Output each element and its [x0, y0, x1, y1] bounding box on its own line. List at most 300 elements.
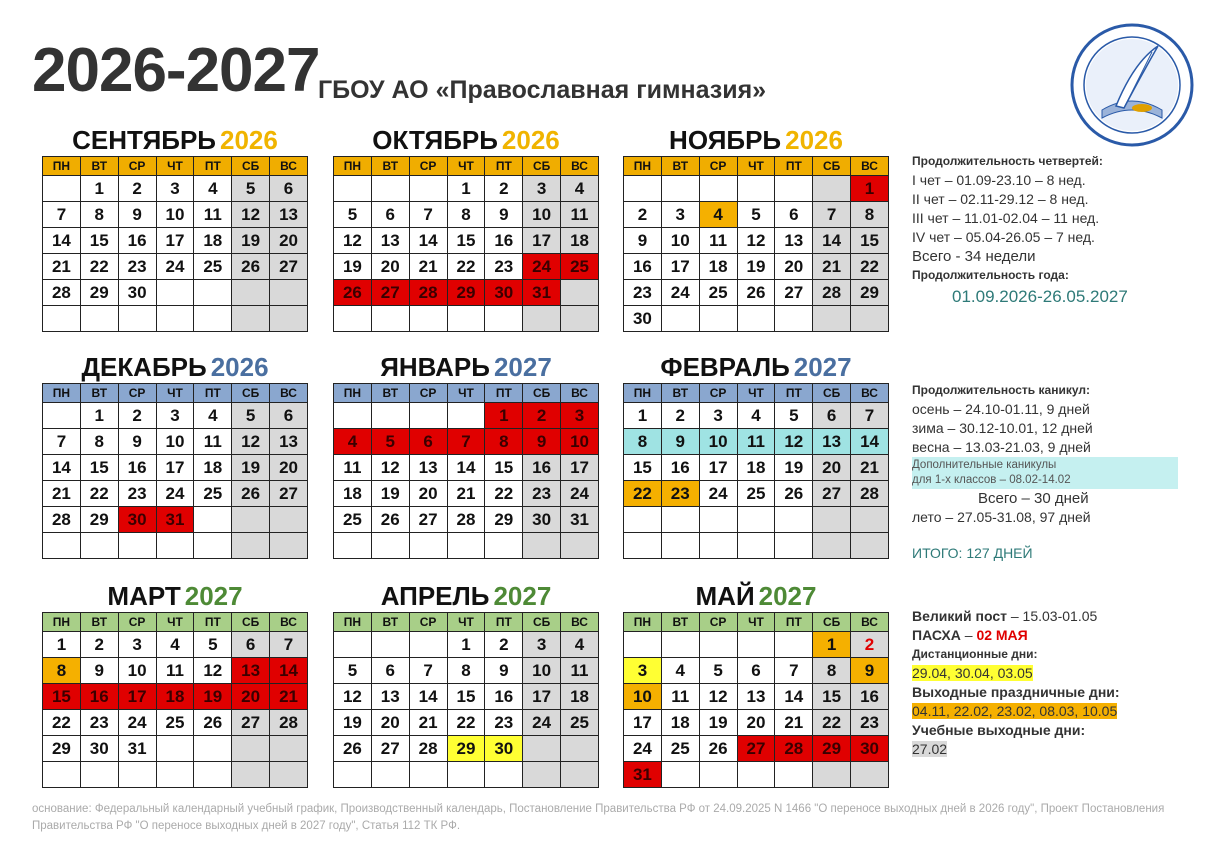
month-title [623, 351, 889, 383]
weekday-header: ПН [43, 613, 81, 632]
notes-block [912, 607, 1120, 759]
day-cell: 16 [624, 254, 662, 280]
weekday-header: СР [118, 613, 156, 632]
empty-cell [334, 533, 372, 559]
empty-cell [851, 306, 889, 332]
day-cell: 3 [156, 176, 194, 202]
empty-cell [851, 507, 889, 533]
day-cell: 17 [156, 455, 194, 481]
empty-cell [775, 507, 813, 533]
day-cell: 24 [156, 254, 194, 280]
day-cell: 11 [334, 455, 372, 481]
day-cell: 9 [118, 429, 156, 455]
day-cell: 1 [80, 176, 118, 202]
empty-cell [775, 632, 813, 658]
empty-cell [661, 176, 699, 202]
weekday-header: ЧТ [737, 384, 775, 403]
empty-cell [270, 507, 308, 533]
day-cell: 11 [194, 429, 232, 455]
month-calendar [333, 124, 599, 332]
day-cell: 22 [485, 481, 523, 507]
day-cell: 2 [118, 403, 156, 429]
day-cell: 24 [661, 280, 699, 306]
weekday-header: ПН [334, 157, 372, 176]
weekday-header: СБ [813, 613, 851, 632]
empty-cell [775, 533, 813, 559]
day-cell: 3 [523, 176, 561, 202]
empty-cell [371, 632, 409, 658]
empty-cell [270, 736, 308, 762]
day-cell: 19 [737, 254, 775, 280]
month-year: 2027 [184, 581, 243, 611]
empty-cell [813, 533, 851, 559]
weekday-header: СБ [523, 384, 561, 403]
day-cell: 8 [624, 429, 662, 455]
day-cell: 15 [447, 228, 485, 254]
day-cell: 5 [232, 403, 270, 429]
day-cell: 19 [232, 455, 270, 481]
day-cell: 12 [232, 202, 270, 228]
month-title [623, 124, 889, 156]
day-cell: 22 [80, 481, 118, 507]
weekday-header: ЧТ [156, 157, 194, 176]
day-cell: 24 [624, 736, 662, 762]
day-cell: 6 [232, 632, 270, 658]
month-calendar [42, 124, 308, 332]
day-cell: 22 [813, 710, 851, 736]
month-year: 2027 [758, 581, 817, 611]
weekday-header: СР [699, 613, 737, 632]
day-cell: 23 [118, 254, 156, 280]
weekday-header: ПТ [485, 384, 523, 403]
day-cell: 7 [409, 658, 447, 684]
weekday-header: ПТ [194, 157, 232, 176]
day-cell: 18 [156, 684, 194, 710]
day-cell: 12 [737, 228, 775, 254]
weekday-header: ПН [43, 384, 81, 403]
empty-cell [737, 533, 775, 559]
weekday-header: ВС [270, 613, 308, 632]
day-cell: 9 [624, 228, 662, 254]
day-cell: 19 [232, 228, 270, 254]
empty-cell [409, 403, 447, 429]
day-cell: 10 [561, 429, 599, 455]
day-cell: 22 [624, 481, 662, 507]
month-title [42, 124, 308, 156]
empty-cell [409, 306, 447, 332]
weekday-header: ВТ [661, 384, 699, 403]
day-cell: 14 [851, 429, 889, 455]
day-cell: 24 [523, 254, 561, 280]
day-cell: 11 [661, 684, 699, 710]
day-cell: 16 [661, 455, 699, 481]
empty-cell [409, 762, 447, 788]
day-cell: 18 [561, 684, 599, 710]
empty-cell [699, 762, 737, 788]
weekday-header: ВС [270, 157, 308, 176]
month-year: 2027 [793, 352, 852, 382]
day-cell: 12 [232, 429, 270, 455]
month-name: СЕНТЯБРЬ [72, 125, 216, 155]
day-cell: 9 [485, 658, 523, 684]
study-days: 27.02 [912, 741, 948, 757]
day-cell: 27 [232, 710, 270, 736]
day-cell: 23 [485, 254, 523, 280]
day-cell: 12 [699, 684, 737, 710]
study-heading: Учебные выходные дни: [912, 722, 1086, 738]
day-cell: 23 [851, 710, 889, 736]
empty-cell [194, 507, 232, 533]
day-cell: 14 [775, 684, 813, 710]
weekday-header: ЧТ [737, 613, 775, 632]
day-cell: 24 [561, 481, 599, 507]
calendar-grid [623, 383, 889, 559]
weekday-header: СБ [813, 384, 851, 403]
empty-cell [813, 507, 851, 533]
weekday-header: СБ [813, 157, 851, 176]
day-cell: 9 [523, 429, 561, 455]
day-cell: 18 [661, 710, 699, 736]
lent-value: – 15.03-01.05 [1006, 608, 1098, 624]
day-cell: 5 [334, 202, 372, 228]
day-cell: 7 [775, 658, 813, 684]
day-cell: 15 [80, 455, 118, 481]
empty-cell [371, 403, 409, 429]
empty-cell [232, 507, 270, 533]
day-cell: 2 [851, 632, 889, 658]
day-cell: 25 [737, 481, 775, 507]
weekday-header: ПН [624, 384, 662, 403]
day-cell: 1 [447, 632, 485, 658]
day-cell: 28 [409, 736, 447, 762]
day-cell: 16 [485, 684, 523, 710]
weekday-header: СР [699, 157, 737, 176]
day-cell: 4 [156, 632, 194, 658]
day-cell: 25 [156, 710, 194, 736]
day-cell: 3 [561, 403, 599, 429]
day-cell: 27 [270, 481, 308, 507]
remote-heading: Дистанционные дни: [912, 647, 1038, 661]
day-cell: 30 [118, 507, 156, 533]
day-cell: 25 [699, 280, 737, 306]
empty-cell [371, 533, 409, 559]
day-cell: 28 [813, 280, 851, 306]
day-cell: 1 [80, 403, 118, 429]
day-cell: 18 [699, 254, 737, 280]
empty-cell [561, 736, 599, 762]
easter-date: 02 МАЯ [976, 627, 1028, 643]
day-cell: 17 [156, 228, 194, 254]
empty-cell [270, 762, 308, 788]
day-cell: 15 [447, 684, 485, 710]
day-cell: 4 [661, 658, 699, 684]
empty-cell [813, 306, 851, 332]
day-cell: 14 [409, 684, 447, 710]
page-title: 2026-2027 [32, 36, 320, 105]
extra-holidays [912, 457, 1178, 489]
month-calendar [42, 351, 308, 559]
day-cell: 7 [43, 202, 81, 228]
weekend-heading: Выходные праздничные дни: [912, 684, 1120, 700]
day-cell: 26 [334, 280, 372, 306]
day-cell: 9 [80, 658, 118, 684]
weekday-header: СР [118, 384, 156, 403]
day-cell: 7 [813, 202, 851, 228]
day-cell: 24 [118, 710, 156, 736]
day-cell: 21 [409, 254, 447, 280]
day-cell: 11 [561, 658, 599, 684]
empty-cell [699, 533, 737, 559]
day-cell: 5 [775, 403, 813, 429]
empty-cell [43, 403, 81, 429]
empty-cell [447, 403, 485, 429]
day-cell: 6 [270, 176, 308, 202]
day-cell: 21 [851, 455, 889, 481]
day-cell: 28 [43, 507, 81, 533]
day-cell: 1 [851, 176, 889, 202]
day-cell: 29 [447, 736, 485, 762]
empty-cell [447, 533, 485, 559]
day-cell: 28 [775, 736, 813, 762]
day-cell: 10 [523, 202, 561, 228]
day-cell: 16 [118, 228, 156, 254]
weekday-header: ЧТ [447, 384, 485, 403]
empty-cell [371, 306, 409, 332]
month-year: 2026 [785, 125, 843, 155]
empty-cell [80, 533, 118, 559]
empty-cell [485, 762, 523, 788]
day-cell: 31 [118, 736, 156, 762]
month-name: АПРЕЛЬ [380, 581, 490, 611]
empty-cell [334, 403, 372, 429]
weekday-header: ВТ [371, 157, 409, 176]
day-cell: 28 [447, 507, 485, 533]
day-cell: 22 [80, 254, 118, 280]
day-cell: 14 [43, 228, 81, 254]
day-cell: 20 [371, 254, 409, 280]
quarters-total: Всего - 34 недели [912, 248, 1036, 265]
day-cell: 29 [851, 280, 889, 306]
day-cell: 14 [813, 228, 851, 254]
day-cell: 23 [661, 481, 699, 507]
month-name: ДЕКАБРЬ [81, 352, 207, 382]
weekday-header: СР [409, 384, 447, 403]
day-cell: 5 [371, 429, 409, 455]
day-cell: 26 [737, 280, 775, 306]
empty-cell [334, 762, 372, 788]
month-calendar [42, 580, 308, 788]
day-cell: 1 [43, 632, 81, 658]
empty-cell [523, 736, 561, 762]
day-cell: 3 [624, 658, 662, 684]
month-calendar [333, 351, 599, 559]
weekday-header: ВС [561, 613, 599, 632]
calendar-grid [623, 612, 889, 788]
empty-cell [371, 176, 409, 202]
empty-cell [194, 736, 232, 762]
day-cell: 18 [737, 455, 775, 481]
weekday-header: ПТ [775, 157, 813, 176]
day-cell: 25 [334, 507, 372, 533]
day-cell: 14 [43, 455, 81, 481]
holidays-heading: Продолжительность каникул: [912, 383, 1090, 397]
empty-cell [80, 762, 118, 788]
empty-cell [447, 306, 485, 332]
day-cell: 12 [775, 429, 813, 455]
calendar-grid [623, 156, 889, 332]
day-cell: 13 [371, 684, 409, 710]
month-title [333, 124, 599, 156]
empty-cell [661, 507, 699, 533]
weekday-header: ВС [561, 384, 599, 403]
easter-line [912, 626, 1120, 645]
weekday-header: ЧТ [737, 157, 775, 176]
easter-label: ПАСХА [912, 627, 961, 643]
empty-cell [447, 762, 485, 788]
day-cell: 9 [661, 429, 699, 455]
day-cell: 28 [270, 710, 308, 736]
weekday-header: ПН [334, 613, 372, 632]
day-cell: 2 [523, 403, 561, 429]
day-cell: 13 [270, 202, 308, 228]
empty-cell [80, 306, 118, 332]
day-cell: 30 [624, 306, 662, 332]
day-cell: 29 [80, 507, 118, 533]
day-cell: 30 [485, 736, 523, 762]
day-cell: 29 [485, 507, 523, 533]
day-cell: 8 [43, 658, 81, 684]
day-cell: 21 [43, 254, 81, 280]
day-cell: 27 [270, 254, 308, 280]
day-cell: 4 [699, 202, 737, 228]
day-cell: 24 [523, 710, 561, 736]
day-cell: 26 [371, 507, 409, 533]
day-cell: 13 [775, 228, 813, 254]
day-cell: 26 [699, 736, 737, 762]
empty-cell [661, 533, 699, 559]
day-cell: 6 [371, 202, 409, 228]
day-cell: 20 [232, 684, 270, 710]
day-cell: 11 [194, 202, 232, 228]
day-cell: 27 [813, 481, 851, 507]
empty-cell [270, 306, 308, 332]
day-cell: 31 [561, 507, 599, 533]
day-cell: 2 [80, 632, 118, 658]
empty-cell [118, 762, 156, 788]
empty-cell [156, 280, 194, 306]
weekday-header: ВС [851, 613, 889, 632]
day-cell: 13 [813, 429, 851, 455]
month-title [42, 580, 308, 612]
weekday-header: ВТ [371, 384, 409, 403]
empty-cell [523, 762, 561, 788]
day-cell: 27 [775, 280, 813, 306]
weekday-header: ЧТ [156, 384, 194, 403]
empty-cell [43, 533, 81, 559]
day-cell: 19 [334, 710, 372, 736]
empty-cell [661, 632, 699, 658]
empty-cell [813, 762, 851, 788]
day-cell: 26 [232, 481, 270, 507]
empty-cell [232, 306, 270, 332]
month-year: 2026 [501, 125, 560, 155]
lent-line [912, 607, 1120, 626]
day-cell: 23 [523, 481, 561, 507]
day-cell: 5 [334, 658, 372, 684]
day-cell: 11 [156, 658, 194, 684]
day-cell: 1 [624, 403, 662, 429]
empty-cell [561, 306, 599, 332]
empty-cell [43, 176, 81, 202]
day-cell: 21 [43, 481, 81, 507]
day-cell: 31 [523, 280, 561, 306]
empty-cell [699, 632, 737, 658]
day-cell: 13 [409, 455, 447, 481]
weekday-header: СБ [523, 157, 561, 176]
day-cell: 7 [409, 202, 447, 228]
empty-cell [270, 533, 308, 559]
day-cell: 23 [80, 710, 118, 736]
year-duration: 01.09.2026-26.05.2027 [952, 287, 1128, 306]
day-cell: 11 [699, 228, 737, 254]
day-cell: 19 [334, 254, 372, 280]
empty-cell [43, 306, 81, 332]
day-cell: 26 [334, 736, 372, 762]
day-cell: 2 [485, 176, 523, 202]
day-cell: 17 [561, 455, 599, 481]
day-cell: 16 [80, 684, 118, 710]
day-cell: 2 [485, 632, 523, 658]
day-cell: 29 [813, 736, 851, 762]
day-cell: 3 [523, 632, 561, 658]
day-cell: 4 [561, 632, 599, 658]
empty-cell [194, 533, 232, 559]
weekday-header: СБ [232, 157, 270, 176]
holiday-line: зима – 30.12-10.01, 12 дней [912, 420, 1093, 436]
empty-cell [561, 280, 599, 306]
month-name: ЯНВАРЬ [380, 352, 490, 382]
empty-cell [851, 762, 889, 788]
month-year: 2026 [210, 352, 269, 382]
quarter-line: I чет – 01.09-23.10 – 8 нед. [912, 172, 1086, 188]
day-cell: 15 [624, 455, 662, 481]
day-cell: 25 [194, 481, 232, 507]
day-cell: 28 [409, 280, 447, 306]
day-cell: 14 [409, 228, 447, 254]
weekday-header: ВТ [661, 613, 699, 632]
year-heading: Продолжительность года: [912, 268, 1069, 282]
day-cell: 31 [156, 507, 194, 533]
weekday-header: ПТ [194, 384, 232, 403]
weekday-header: ВС [561, 157, 599, 176]
day-cell: 12 [334, 228, 372, 254]
holiday-line: осень – 24.10-01.11, 9 дней [912, 401, 1090, 417]
empty-cell [156, 736, 194, 762]
day-cell: 7 [43, 429, 81, 455]
day-cell: 8 [80, 429, 118, 455]
day-cell: 20 [775, 254, 813, 280]
day-cell: 18 [194, 228, 232, 254]
day-cell: 27 [371, 736, 409, 762]
calendar-grid [42, 383, 308, 559]
school-logo [1058, 22, 1206, 148]
empty-cell [194, 762, 232, 788]
day-cell: 6 [813, 403, 851, 429]
day-cell: 16 [523, 455, 561, 481]
empty-cell [334, 176, 372, 202]
day-cell: 10 [118, 658, 156, 684]
empty-cell [156, 533, 194, 559]
